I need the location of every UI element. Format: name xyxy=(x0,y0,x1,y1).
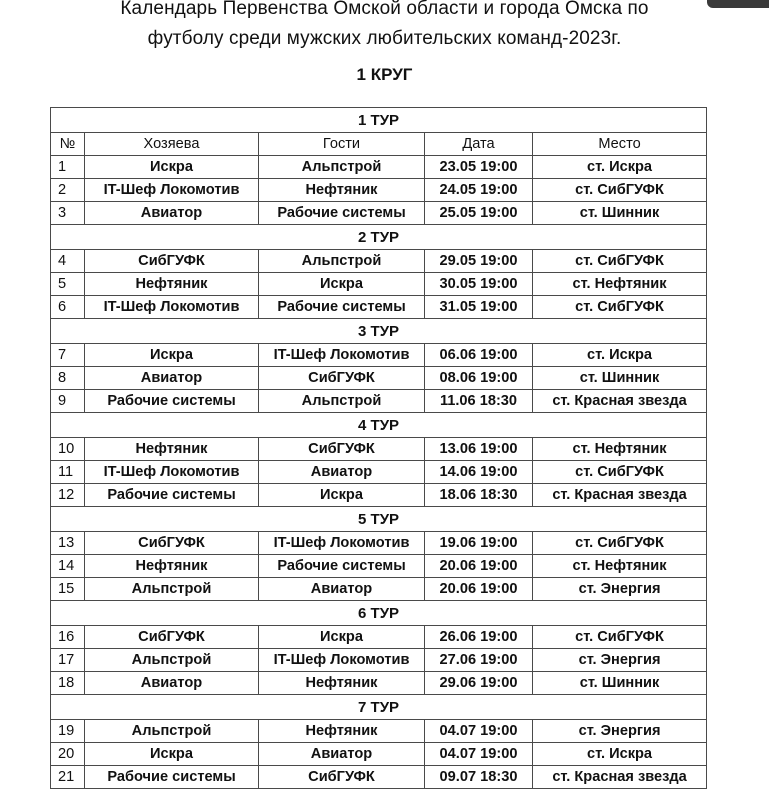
match-venue: ст. СибГУФК xyxy=(533,461,707,484)
match-date: 31.05 19:00 xyxy=(425,296,533,319)
match-row xyxy=(51,461,707,484)
match-date: 19.06 19:00 xyxy=(425,532,533,555)
home-team: Авиатор xyxy=(85,367,259,390)
match-number: 2 xyxy=(51,179,85,202)
match-venue: ст. СибГУФК xyxy=(533,250,707,273)
tour-header-row xyxy=(51,108,707,133)
tour-header-row xyxy=(51,695,707,720)
match-row xyxy=(51,649,707,672)
match-date: 24.05 19:00 xyxy=(425,179,533,202)
tour-label: 3 ТУР xyxy=(51,319,707,344)
home-team: Альпстрой xyxy=(85,649,259,672)
match-row xyxy=(51,202,707,225)
away-team: Нефтяник xyxy=(259,179,425,202)
match-date: 20.06 19:00 xyxy=(425,555,533,578)
match-venue: ст. Шинник xyxy=(533,672,707,695)
match-number: 6 xyxy=(51,296,85,319)
match-row xyxy=(51,720,707,743)
away-team: Искра xyxy=(259,273,425,296)
match-row xyxy=(51,766,707,789)
away-team: IT-Шеф Локомотив xyxy=(259,532,425,555)
match-number: 19 xyxy=(51,720,85,743)
home-team: Искра xyxy=(85,156,259,179)
match-number: 5 xyxy=(51,273,85,296)
home-team: Альпстрой xyxy=(85,720,259,743)
match-number: 8 xyxy=(51,367,85,390)
home-team: Нефтяник xyxy=(85,273,259,296)
match-date: 29.06 19:00 xyxy=(425,672,533,695)
match-row xyxy=(51,743,707,766)
match-row xyxy=(51,179,707,202)
match-number: 7 xyxy=(51,344,85,367)
match-row xyxy=(51,672,707,695)
match-date: 04.07 19:00 xyxy=(425,720,533,743)
away-team: СибГУФК xyxy=(259,367,425,390)
tour-label: 6 ТУР xyxy=(51,601,707,626)
match-number: 11 xyxy=(51,461,85,484)
home-team: СибГУФК xyxy=(85,626,259,649)
away-team: Рабочие системы xyxy=(259,555,425,578)
home-team: IT-Шеф Локомотив xyxy=(85,179,259,202)
header-home: Хозяева xyxy=(85,133,259,156)
home-team: Нефтяник xyxy=(85,555,259,578)
away-team: Искра xyxy=(259,626,425,649)
home-team: Искра xyxy=(85,344,259,367)
away-team: Искра xyxy=(259,484,425,507)
home-team: Авиатор xyxy=(85,202,259,225)
tour-label: 5 ТУР xyxy=(51,507,707,532)
away-team: Рабочие системы xyxy=(259,202,425,225)
match-row xyxy=(51,296,707,319)
away-team: Авиатор xyxy=(259,578,425,601)
match-venue: ст. Нефтяник xyxy=(533,438,707,461)
match-venue: ст. Шинник xyxy=(533,367,707,390)
match-venue: ст. Искра xyxy=(533,156,707,179)
match-venue: ст. СибГУФК xyxy=(533,296,707,319)
tour-header-row xyxy=(51,413,707,438)
match-date: 09.07 18:30 xyxy=(425,766,533,789)
match-row xyxy=(51,344,707,367)
document-title xyxy=(0,0,769,54)
match-number: 21 xyxy=(51,766,85,789)
match-venue: ст. СибГУФК xyxy=(533,179,707,202)
round-heading: 1 КРУГ xyxy=(356,65,413,84)
away-team: Рабочие системы xyxy=(259,296,425,319)
match-row xyxy=(51,156,707,179)
tour-header-row xyxy=(51,507,707,532)
match-row xyxy=(51,438,707,461)
schedule-table xyxy=(50,107,707,789)
away-team: Авиатор xyxy=(259,461,425,484)
column-header-row xyxy=(51,133,707,156)
match-number: 9 xyxy=(51,390,85,413)
match-number: 1 xyxy=(51,156,85,179)
match-number: 12 xyxy=(51,484,85,507)
match-date: 18.06 18:30 xyxy=(425,484,533,507)
match-date: 23.05 19:00 xyxy=(425,156,533,179)
match-venue: ст. Нефтяник xyxy=(533,555,707,578)
match-row xyxy=(51,484,707,507)
match-row xyxy=(51,532,707,555)
match-number: 17 xyxy=(51,649,85,672)
match-date: 20.06 19:00 xyxy=(425,578,533,601)
match-venue: ст. Нефтяник xyxy=(533,273,707,296)
match-venue: ст. Энергия xyxy=(533,720,707,743)
tour-label: 1 ТУР xyxy=(51,108,707,133)
match-number: 14 xyxy=(51,555,85,578)
tour-label: 2 ТУР xyxy=(51,225,707,250)
home-team: Авиатор xyxy=(85,672,259,695)
schedule-body xyxy=(51,108,707,789)
home-team: IT-Шеф Локомотив xyxy=(85,461,259,484)
home-team: СибГУФК xyxy=(85,532,259,555)
match-date: 25.05 19:00 xyxy=(425,202,533,225)
home-team: Рабочие системы xyxy=(85,390,259,413)
match-venue: ст. Красная звезда xyxy=(533,766,707,789)
match-number: 18 xyxy=(51,672,85,695)
match-row xyxy=(51,250,707,273)
title-line-2: футболу среди мужских любительских команд-2023г. xyxy=(147,28,622,49)
home-team: IT-Шеф Локомотив xyxy=(85,296,259,319)
away-team: Нефтяник xyxy=(259,720,425,743)
match-venue: ст. Энергия xyxy=(533,578,707,601)
match-date: 11.06 18:30 xyxy=(425,390,533,413)
match-venue: ст. Искра xyxy=(533,743,707,766)
away-team: Авиатор xyxy=(259,743,425,766)
header-date: Дата xyxy=(425,133,533,156)
match-row xyxy=(51,555,707,578)
away-team: Альпстрой xyxy=(259,390,425,413)
match-number: 4 xyxy=(51,250,85,273)
header-number: № xyxy=(51,133,85,156)
tour-header-row xyxy=(51,601,707,626)
match-row xyxy=(51,578,707,601)
match-date: 13.06 19:00 xyxy=(425,438,533,461)
home-team: Рабочие системы xyxy=(85,766,259,789)
match-venue: ст. Искра xyxy=(533,344,707,367)
match-date: 30.05 19:00 xyxy=(425,273,533,296)
tour-header-row xyxy=(51,225,707,250)
away-team: Альпстрой xyxy=(259,250,425,273)
match-row xyxy=(51,273,707,296)
match-date: 08.06 19:00 xyxy=(425,367,533,390)
tour-header-row xyxy=(51,319,707,344)
away-team: Альпстрой xyxy=(259,156,425,179)
home-team: Нефтяник xyxy=(85,438,259,461)
home-team: СибГУФК xyxy=(85,250,259,273)
away-team: СибГУФК xyxy=(259,766,425,789)
match-venue: ст. Шинник xyxy=(533,202,707,225)
match-number: 20 xyxy=(51,743,85,766)
match-date: 04.07 19:00 xyxy=(425,743,533,766)
match-number: 13 xyxy=(51,532,85,555)
match-row xyxy=(51,626,707,649)
tour-label: 7 ТУР xyxy=(51,695,707,720)
away-team: IT-Шеф Локомотив xyxy=(259,344,425,367)
match-date: 06.06 19:00 xyxy=(425,344,533,367)
match-number: 15 xyxy=(51,578,85,601)
match-venue: ст. Красная звезда xyxy=(533,484,707,507)
match-date: 14.06 19:00 xyxy=(425,461,533,484)
match-venue: ст. СибГУФК xyxy=(533,532,707,555)
match-date: 29.05 19:00 xyxy=(425,250,533,273)
title-line-1: Календарь Первенства Омской области и города Омска по xyxy=(120,0,649,19)
home-team: Рабочие системы xyxy=(85,484,259,507)
match-date: 26.06 19:00 xyxy=(425,626,533,649)
match-number: 10 xyxy=(51,438,85,461)
home-team: Альпстрой xyxy=(85,578,259,601)
match-venue: ст. Энергия xyxy=(533,649,707,672)
match-venue: ст. Красная звезда xyxy=(533,390,707,413)
match-number: 3 xyxy=(51,202,85,225)
header-away: Гости xyxy=(259,133,425,156)
match-row xyxy=(51,367,707,390)
away-team: Нефтяник xyxy=(259,672,425,695)
away-team: СибГУФК xyxy=(259,438,425,461)
away-team: IT-Шеф Локомотив xyxy=(259,649,425,672)
match-number: 16 xyxy=(51,626,85,649)
match-date: 27.06 19:00 xyxy=(425,649,533,672)
tour-label: 4 ТУР xyxy=(51,413,707,438)
match-row xyxy=(51,390,707,413)
home-team: Искра xyxy=(85,743,259,766)
match-venue: ст. СибГУФК xyxy=(533,626,707,649)
header-place: Место xyxy=(533,133,707,156)
